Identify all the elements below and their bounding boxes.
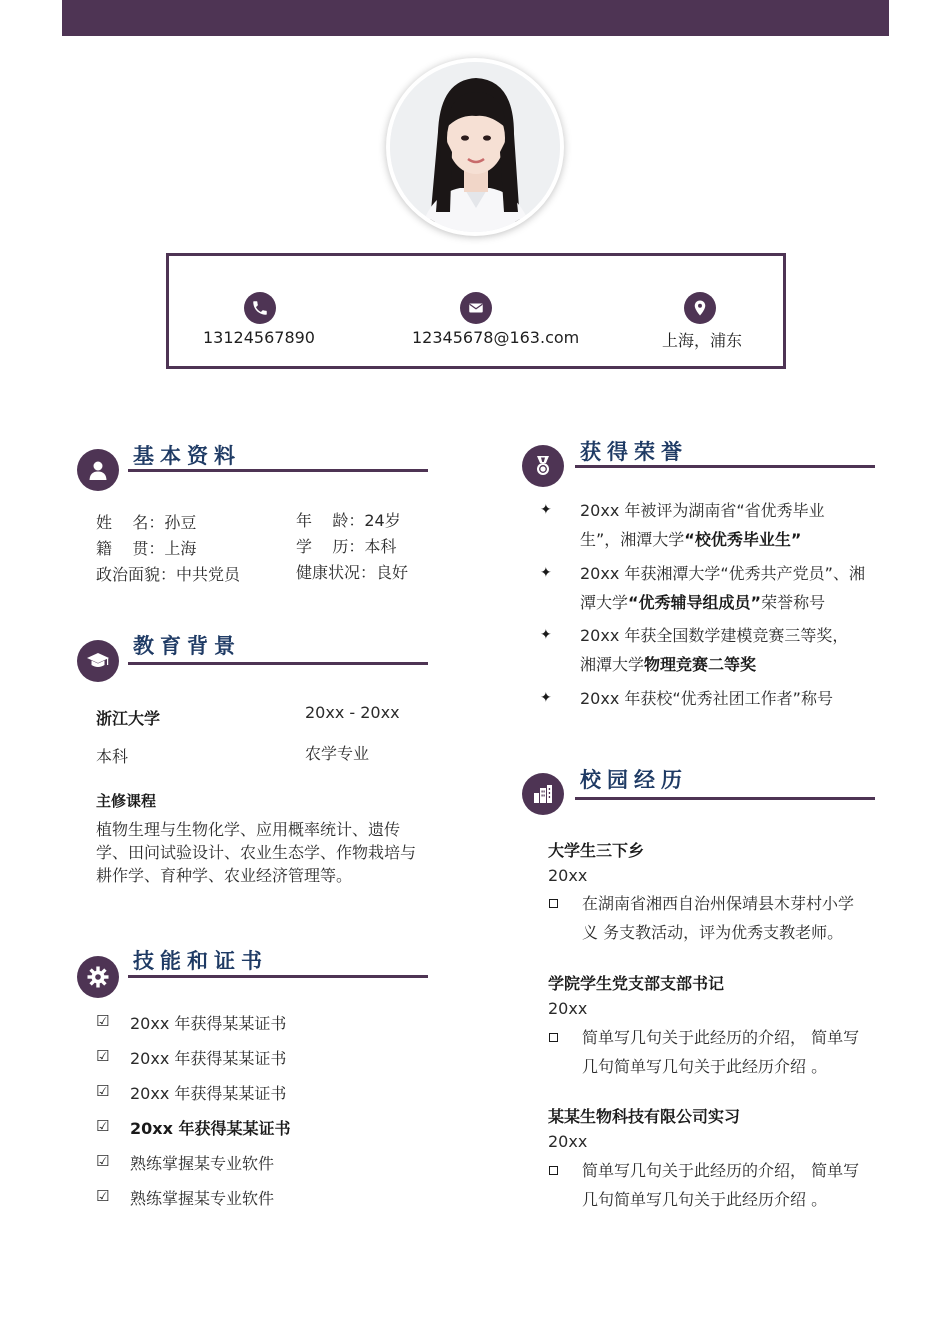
square-bullet-icon	[549, 1033, 558, 1042]
honor-item: 20xx 年获全国数学建模竞赛三等奖，湘潭大学物理竞赛二等奖	[580, 626, 849, 674]
basic-health: 健康状况：良好	[296, 563, 409, 582]
campus-item-year: 20xx	[548, 866, 588, 885]
star-bullet-icon: ✦	[540, 690, 552, 706]
honors-divider	[575, 465, 875, 468]
degree: 本科	[96, 747, 129, 766]
school-name: 浙江大学	[96, 709, 161, 728]
courses-title: 主修课程	[96, 792, 157, 810]
campus-item-desc: 简单写几句关于此经历的介绍， 简单写几句简单写几句关于此经历介绍 。	[582, 1028, 860, 1076]
basic-political: 政治面貌：中共党员	[96, 565, 241, 584]
person-icon	[77, 449, 119, 491]
basic-info-divider	[128, 469, 428, 472]
skill-item: 20xx 年获得某某证书	[130, 1084, 287, 1103]
basic-education: 学 历：本科	[296, 537, 397, 556]
campus-item-name: 大学生三下乡	[548, 841, 645, 860]
skill-item: 熟练掌握某专业软件	[130, 1189, 275, 1208]
basic-info-title: 基本资料	[133, 444, 241, 468]
checkbox-icon: ☑	[96, 1082, 110, 1100]
mail-icon	[460, 292, 492, 324]
campus-item-name: 学院学生党支部支部书记	[548, 974, 725, 993]
profile-photo-frame	[386, 58, 564, 236]
square-bullet-icon	[549, 899, 558, 908]
checkbox-icon: ☑	[96, 1012, 110, 1030]
skill-item: 20xx 年获得某某证书	[130, 1119, 291, 1138]
campus-item-year: 20xx	[548, 999, 588, 1018]
campus-title: 校园经历	[580, 768, 688, 792]
gear-icon	[77, 956, 119, 998]
square-bullet-icon	[549, 1166, 558, 1175]
campus-item-desc: 在湖南省湘西自治州保靖县木芽村小学义 务支教活动，评为优秀支教老师。	[582, 894, 855, 942]
education-period: 20xx - 20xx	[305, 703, 400, 722]
courses-list: 植物生理与生物化学、应用概率统计、遗传学、田问试验设计、农业生态学、作物栽培与耕作学、育种学、农业经济管理等。	[96, 820, 417, 885]
checkbox-icon: ☑	[96, 1152, 110, 1170]
contact-box	[166, 253, 786, 369]
checkbox-icon: ☑	[96, 1117, 110, 1135]
phone-number: 13124567890	[203, 328, 315, 347]
star-bullet-icon: ✦	[540, 502, 552, 518]
campus-divider	[575, 797, 875, 800]
checkbox-icon: ☑	[96, 1187, 110, 1205]
education-divider	[128, 662, 428, 665]
email-address: 12345678@163.com	[412, 328, 580, 347]
star-bullet-icon: ✦	[540, 627, 552, 643]
honor-item: 20xx 年获校“优秀社团工作者”称号	[580, 689, 833, 708]
skill-item: 20xx 年获得某某证书	[130, 1049, 287, 1068]
major: 农学专业	[305, 744, 370, 763]
skills-divider	[128, 975, 428, 978]
skill-item: 熟练掌握某专业软件	[130, 1154, 275, 1173]
campus-item-year: 20xx	[548, 1132, 588, 1151]
honor-item: 20xx 年获湘潭大学“优秀共产党员”、湘潭大学“优秀辅导组成员”荣誉称号	[580, 564, 865, 612]
medal-icon	[522, 445, 564, 487]
building-icon	[522, 773, 564, 815]
basic-origin: 籍 贯：上海	[96, 539, 197, 558]
profile-photo	[390, 62, 560, 232]
honors-title: 获得荣誉	[580, 440, 688, 464]
basic-age: 年 龄：24岁	[296, 511, 401, 530]
checkbox-icon: ☑	[96, 1047, 110, 1065]
honor-item: 20xx 年被评为湖南省“省优秀毕业生”，湘潭大学“校优秀毕业生”	[580, 501, 825, 549]
campus-item-desc: 简单写几句关于此经历的介绍， 简单写几句简单写几句关于此经历介绍 。	[582, 1161, 860, 1209]
location-icon	[684, 292, 716, 324]
skills-title: 技能和证书	[133, 949, 268, 973]
location-text: 上海，浦东	[662, 331, 743, 350]
skill-item: 20xx 年获得某某证书	[130, 1014, 287, 1033]
graduation-cap-icon	[77, 640, 119, 682]
star-bullet-icon: ✦	[540, 565, 552, 581]
top-banner	[62, 0, 889, 36]
basic-name: 姓 名：孙豆	[96, 513, 197, 532]
phone-icon	[244, 292, 276, 324]
education-title: 教育背景	[133, 634, 241, 658]
campus-item-name: 某某生物科技有限公司实习	[548, 1107, 741, 1126]
